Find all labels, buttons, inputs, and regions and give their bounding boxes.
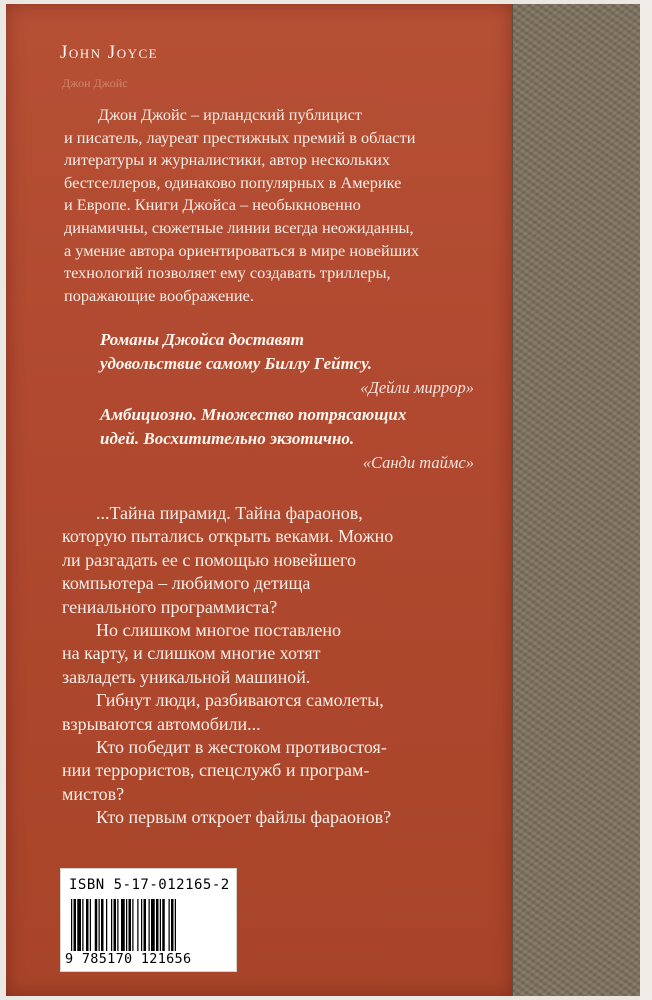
- ean-number: 9 785170 121656: [65, 951, 192, 967]
- bio-line: литературы и журналистики, автор нескольких: [64, 150, 391, 170]
- quote-line: удовольствие самому Биллу Гейтсу.: [100, 354, 372, 373]
- blurb-line: гениального программиста?: [62, 596, 278, 617]
- blurb-line: Но слишком многое поставлено: [96, 620, 342, 641]
- bio-line: и Европе. Книги Джойса – необыкновенно: [64, 195, 361, 215]
- blurb-line: мистов?: [62, 783, 125, 804]
- quote-source: «Санди таймс»: [362, 453, 474, 472]
- bio-line: технологий позволяет ему создавать триллеры,: [64, 263, 391, 283]
- bio-line: Джон Джойс – ирландский публицист: [98, 105, 362, 124]
- isbn-barcode: [60, 868, 237, 972]
- quote-line: идей. Восхитительно экзотично.: [100, 429, 355, 448]
- author-subtitle: Джон Джойс: [62, 76, 128, 90]
- blurb-line: завладеть уникальной машиной.: [62, 666, 311, 687]
- bio-line: динамичны, сюжетные линии всегда неожиданны,: [64, 217, 414, 237]
- blurb-line: ли разгадать ее с помощью новейшего: [62, 549, 356, 570]
- bio-line: бестселлеров, одинаково популярных в Америке: [64, 172, 402, 192]
- barcode-bars: [71, 899, 226, 951]
- blurb-line: взрываются автомобили...: [62, 713, 261, 734]
- blurb-line: на карту, и слишком многие хотят: [62, 643, 321, 664]
- quote-line: Романы Джойса доставят: [100, 330, 304, 349]
- book-spine: [512, 4, 641, 996]
- isbn-number: ISBN 5-17-012165-2: [69, 877, 230, 893]
- page-edge: [640, 0, 652, 1000]
- bio-line: а умение автора ориентироваться в мире новейших: [64, 240, 420, 260]
- blurb-line: нии террористов, спецслужб и програм-: [62, 760, 370, 781]
- quote-source: «Дейли миррор»: [360, 378, 474, 397]
- blurb-line: ...Тайна пирамид. Тайна фараонов,: [96, 503, 363, 523]
- blurb-line: Кто победит в жестоком противостоя-: [96, 737, 387, 758]
- quote-line: Амбициозно. Множество потрясающих: [100, 405, 407, 424]
- blurb-line: Гибнут люди, разбиваются самолеты,: [96, 690, 384, 711]
- bio-line: поражающие воображение.: [64, 285, 254, 305]
- press-quote: [100, 328, 500, 400]
- blurb-line: компьютера – любимого детища: [62, 573, 311, 594]
- book-blurb: [62, 502, 506, 830]
- press-quote: [100, 403, 500, 475]
- blurb-line: Кто первым откроет файлы фараонов?: [96, 807, 392, 828]
- bio-line: и писатель, лауреат престижных премий в области: [64, 127, 416, 147]
- blurb-line: которую пытались открыть веками. Можно: [62, 526, 394, 547]
- author-bio: [64, 104, 484, 307]
- author-name: John Joyce: [60, 42, 159, 63]
